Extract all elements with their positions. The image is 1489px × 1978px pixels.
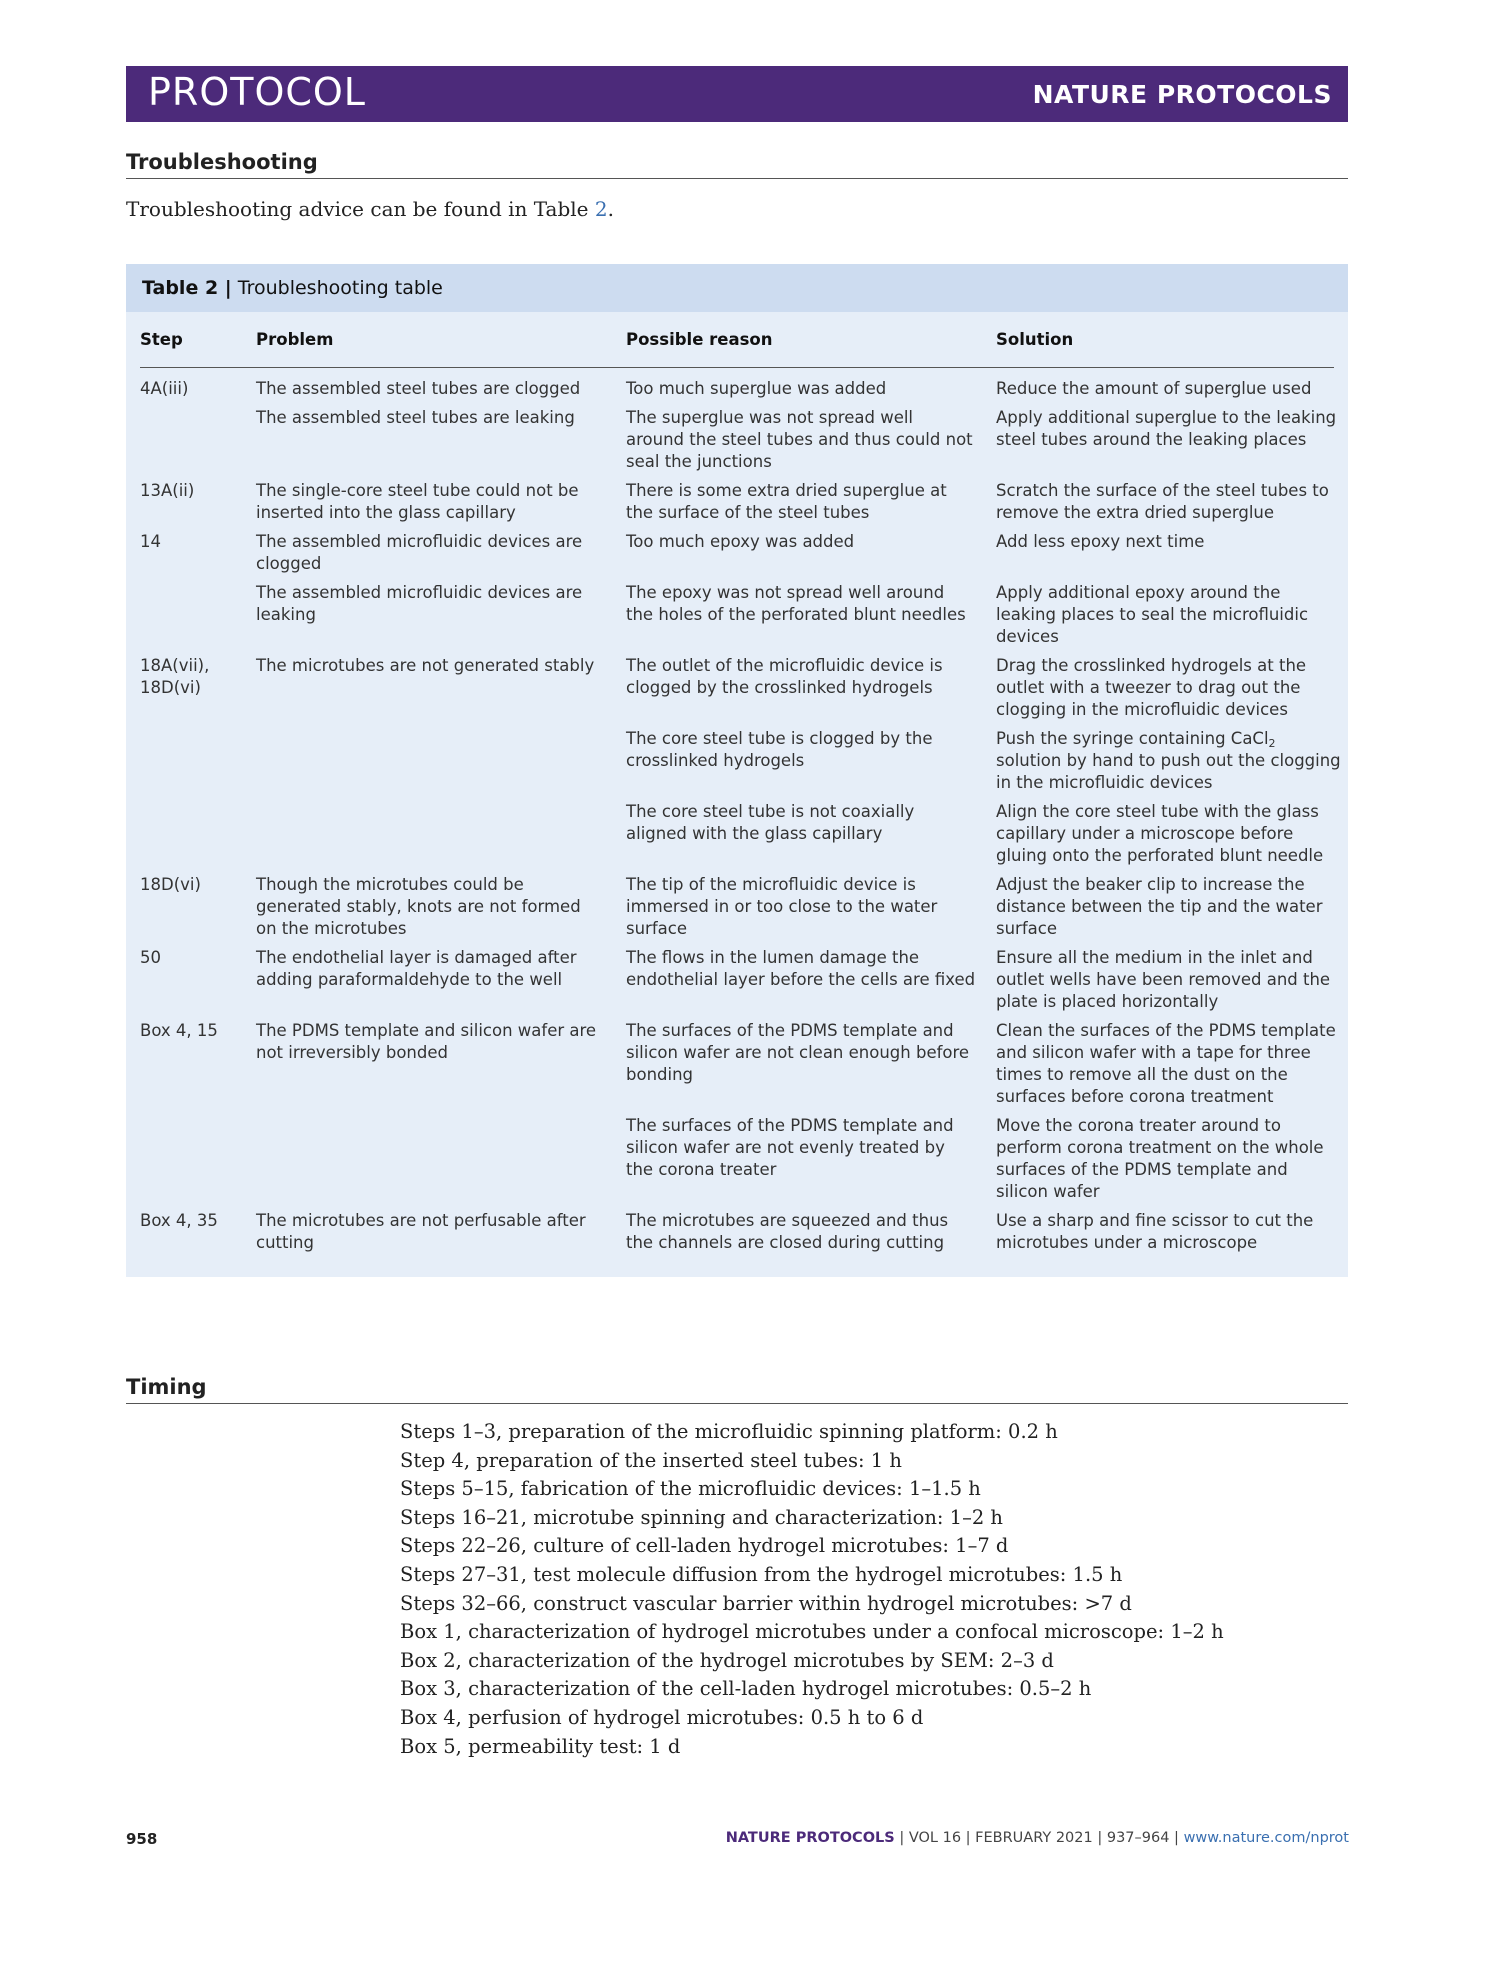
timing-item: Steps 22–26, culture of cell-laden hydrogel microtubes: 1–7 d: [400, 1534, 1009, 1558]
footer-url-link[interactable]: www.nature.com/nprot: [1183, 1830, 1349, 1846]
troubleshooting-heading: Troubleshooting: [126, 150, 1348, 179]
footer-date: FEBRUARY 2021: [975, 1830, 1093, 1846]
solution-post: solution by hand to push out the clogging in the microfluidic devices: [996, 751, 1341, 792]
cell-solution: Ensure all the medium in the inlet and outlet wells have been removed and the plate is placed horizontally: [996, 948, 1331, 1011]
troubleshooting-table: [126, 264, 1348, 1277]
cell-solution: Scratch the surface of the steel tubes to remove the extra dried superglue: [996, 481, 1329, 522]
footer-sep: |: [961, 1830, 976, 1846]
cell-solution: Move the corona treater around to perform corona treatment on the whole surfaces of the PDMS template and silicon wafer: [996, 1116, 1324, 1201]
footer-journal: NATURE PROTOCOLS: [725, 1830, 895, 1846]
table-label: Table 2 |: [142, 277, 232, 299]
footer-sep: |: [894, 1830, 909, 1846]
table-body: [140, 378, 1341, 1261]
table-row: [140, 874, 1334, 947]
cell-solution: Apply additional epoxy around the leaking places to seal the microfluidic devices: [996, 583, 1309, 646]
cell-step: Box 4, 15: [140, 1021, 218, 1040]
table-title: Troubleshooting table: [237, 277, 443, 299]
timing-item: Box 4, perfusion of hydrogel microtubes: 0.5 h to 6 d: [400, 1705, 924, 1729]
cell-step: 18D(vi): [140, 875, 201, 894]
timing-item: Box 3, characterization of the cell-laden hydrogel microtubes: 0.5–2 h: [400, 1677, 1092, 1701]
table-header: [140, 312, 1334, 368]
cell-reason: The microtubes are squeezed and thus the channels are closed during cutting: [626, 1211, 949, 1252]
cell-problem: The single-core steel tube could not be inserted into the glass capillary: [256, 481, 579, 522]
timing-heading: Timing: [126, 1375, 1348, 1404]
cell-reason: The outlet of the microfluidic device is clogged by the crosslinked hydrogels: [626, 656, 943, 697]
cell-problem: The microtubes are not generated stably: [256, 656, 595, 675]
section-type-label: PROTOCOL: [148, 70, 366, 114]
table-caption: [126, 264, 1348, 312]
timing-item: Box 2, characterization of the hydrogel microtubes by SEM: 2–3 d: [400, 1648, 1054, 1672]
cell-reason: The core steel tube is not coaxially aligned with the glass capillary: [626, 802, 915, 843]
header-problem: Problem: [256, 330, 334, 349]
cell-reason: Too much superglue was added: [626, 379, 887, 398]
cell-solution: Use a sharp and fine scissor to cut the microtubes under a microscope: [996, 1211, 1314, 1252]
cell-step: 14: [140, 532, 161, 551]
header-banner: [126, 66, 1348, 122]
intro-end: .: [607, 197, 614, 221]
cell-problem: The assembled microfluidic devices are clogged: [256, 532, 583, 573]
table-row: [140, 1115, 1334, 1210]
footer-citation: [726, 1830, 1349, 1846]
footer-sep: |: [1092, 1830, 1107, 1846]
footer-pages: 937–964: [1106, 1830, 1170, 1846]
cell-solution: [996, 728, 1341, 794]
cell-reason: There is some extra dried superglue at the surface of the steel tubes: [626, 481, 947, 522]
cell-reason: The tip of the microfluidic device is immersed in or too close to the water surface: [626, 875, 938, 938]
table-row: [140, 407, 1337, 480]
cell-solution: Drag the crosslinked hydrogels at the outlet with a tweezer to drag out the clogging in the microfluidic devices: [996, 656, 1307, 719]
cell-problem: Though the microtubes could be generated stably, knots are not formed on the microtubes: [256, 875, 581, 938]
timing-list: [400, 1418, 1224, 1761]
table-row: [140, 1020, 1334, 1115]
cell-reason: The surfaces of the PDMS template and silicon wafer are not evenly treated by the corona treater: [626, 1116, 954, 1179]
cell-problem: The assembled steel tubes are leaking: [256, 408, 575, 427]
intro-text: Troubleshooting advice can be found in Table: [126, 197, 595, 221]
cell-solution: Add less epoxy next time: [996, 532, 1205, 551]
footer-volume: VOL 16: [908, 1830, 962, 1846]
cell-reason: The core steel tube is clogged by the crosslinked hydrogels: [626, 729, 933, 770]
header-step: Step: [140, 330, 183, 349]
table-row: [140, 655, 1334, 728]
solution-pre: Push the syringe containing CaCl: [996, 729, 1269, 748]
cell-step: 13A(ii): [140, 481, 195, 500]
cell-solution: Apply additional superglue to the leaking steel tubes around the leaking places: [996, 408, 1337, 449]
timing-item: Steps 27–31, test molecule diffusion from the hydrogel microtubes: 1.5 h: [400, 1562, 1123, 1586]
cell-problem: The assembled steel tubes are clogged: [256, 379, 581, 398]
cell-problem: The PDMS template and silicon wafer are not irreversibly bonded: [256, 1021, 597, 1062]
cell-reason: The surfaces of the PDMS template and silicon wafer are not clean enough before bonding: [626, 1021, 970, 1084]
table-row: [140, 480, 1334, 531]
cell-problem: The endothelial layer is damaged after adding paraformaldehyde to the well: [256, 948, 577, 989]
troubleshooting-intro: [126, 197, 614, 221]
cell-solution: Align the core steel tube with the glass capillary under a microscope before gluing onto the perforated blunt needle: [996, 802, 1324, 865]
cell-reason: The flows in the lumen damage the endothelial layer before the cells are fixed: [626, 948, 976, 989]
cell-reason: Too much epoxy was added: [626, 532, 855, 551]
table-row: [140, 947, 1334, 1020]
journal-name: NATURE PROTOCOLS: [1032, 80, 1332, 109]
table-row: [140, 801, 1334, 874]
table-link[interactable]: 2: [594, 197, 608, 221]
cell-solution: Reduce the amount of superglue used: [996, 379, 1312, 398]
header-solution: Solution: [996, 330, 1074, 349]
cell-reason: The superglue was not spread well around the steel tubes and thus could not seal the junctions: [626, 408, 973, 471]
timing-item: Box 1, characterization of hydrogel microtubes under a confocal microscope: 1–2 h: [400, 1620, 1224, 1644]
timing-item: Steps 16–21, microtube spinning and characterization: 1–2 h: [400, 1505, 1003, 1529]
footer-sep: |: [1169, 1830, 1184, 1846]
cell-step: 18A(vii), 18D(vi): [140, 656, 210, 697]
table-row: [140, 378, 1334, 407]
cell-reason: The epoxy was not spread well around the holes of the perforated blunt needles: [626, 583, 966, 624]
timing-item: Steps 32–66, construct vascular barrier within hydrogel microtubes: >7 d: [400, 1591, 1132, 1615]
cell-problem: The microtubes are not perfusable after cutting: [256, 1211, 586, 1252]
cell-solution: Clean the surfaces of the PDMS template and silicon wafer with a tape for three times to remove all the dust on the surfaces before corona treatment: [996, 1021, 1336, 1106]
cell-solution: Adjust the beaker clip to increase the distance between the tip and the water surface: [996, 875, 1323, 938]
timing-item: Steps 5–15, fabrication of the microfluidic devices: 1–1.5 h: [400, 1477, 981, 1501]
table-row: [140, 728, 1341, 801]
subscript: 2: [1268, 737, 1276, 750]
header-reason: Possible reason: [626, 330, 773, 349]
cell-step: 50: [140, 948, 161, 967]
timing-item: Steps 1–3, preparation of the microfluidic spinning platform: 0.2 h: [400, 1420, 1058, 1443]
table-row: [140, 1210, 1334, 1261]
table-row: [140, 582, 1334, 655]
table-row: [140, 531, 1334, 582]
cell-step: 4A(iii): [140, 379, 189, 398]
cell-problem: The assembled microfluidic devices are leaking: [256, 583, 583, 624]
cell-step: Box 4, 35: [140, 1211, 218, 1230]
timing-item: Step 4, preparation of the inserted steel tubes: 1 h: [400, 1448, 902, 1472]
timing-item: Box 5, permeability test: 1 d: [400, 1734, 681, 1758]
page-number: 958: [126, 1830, 158, 1848]
